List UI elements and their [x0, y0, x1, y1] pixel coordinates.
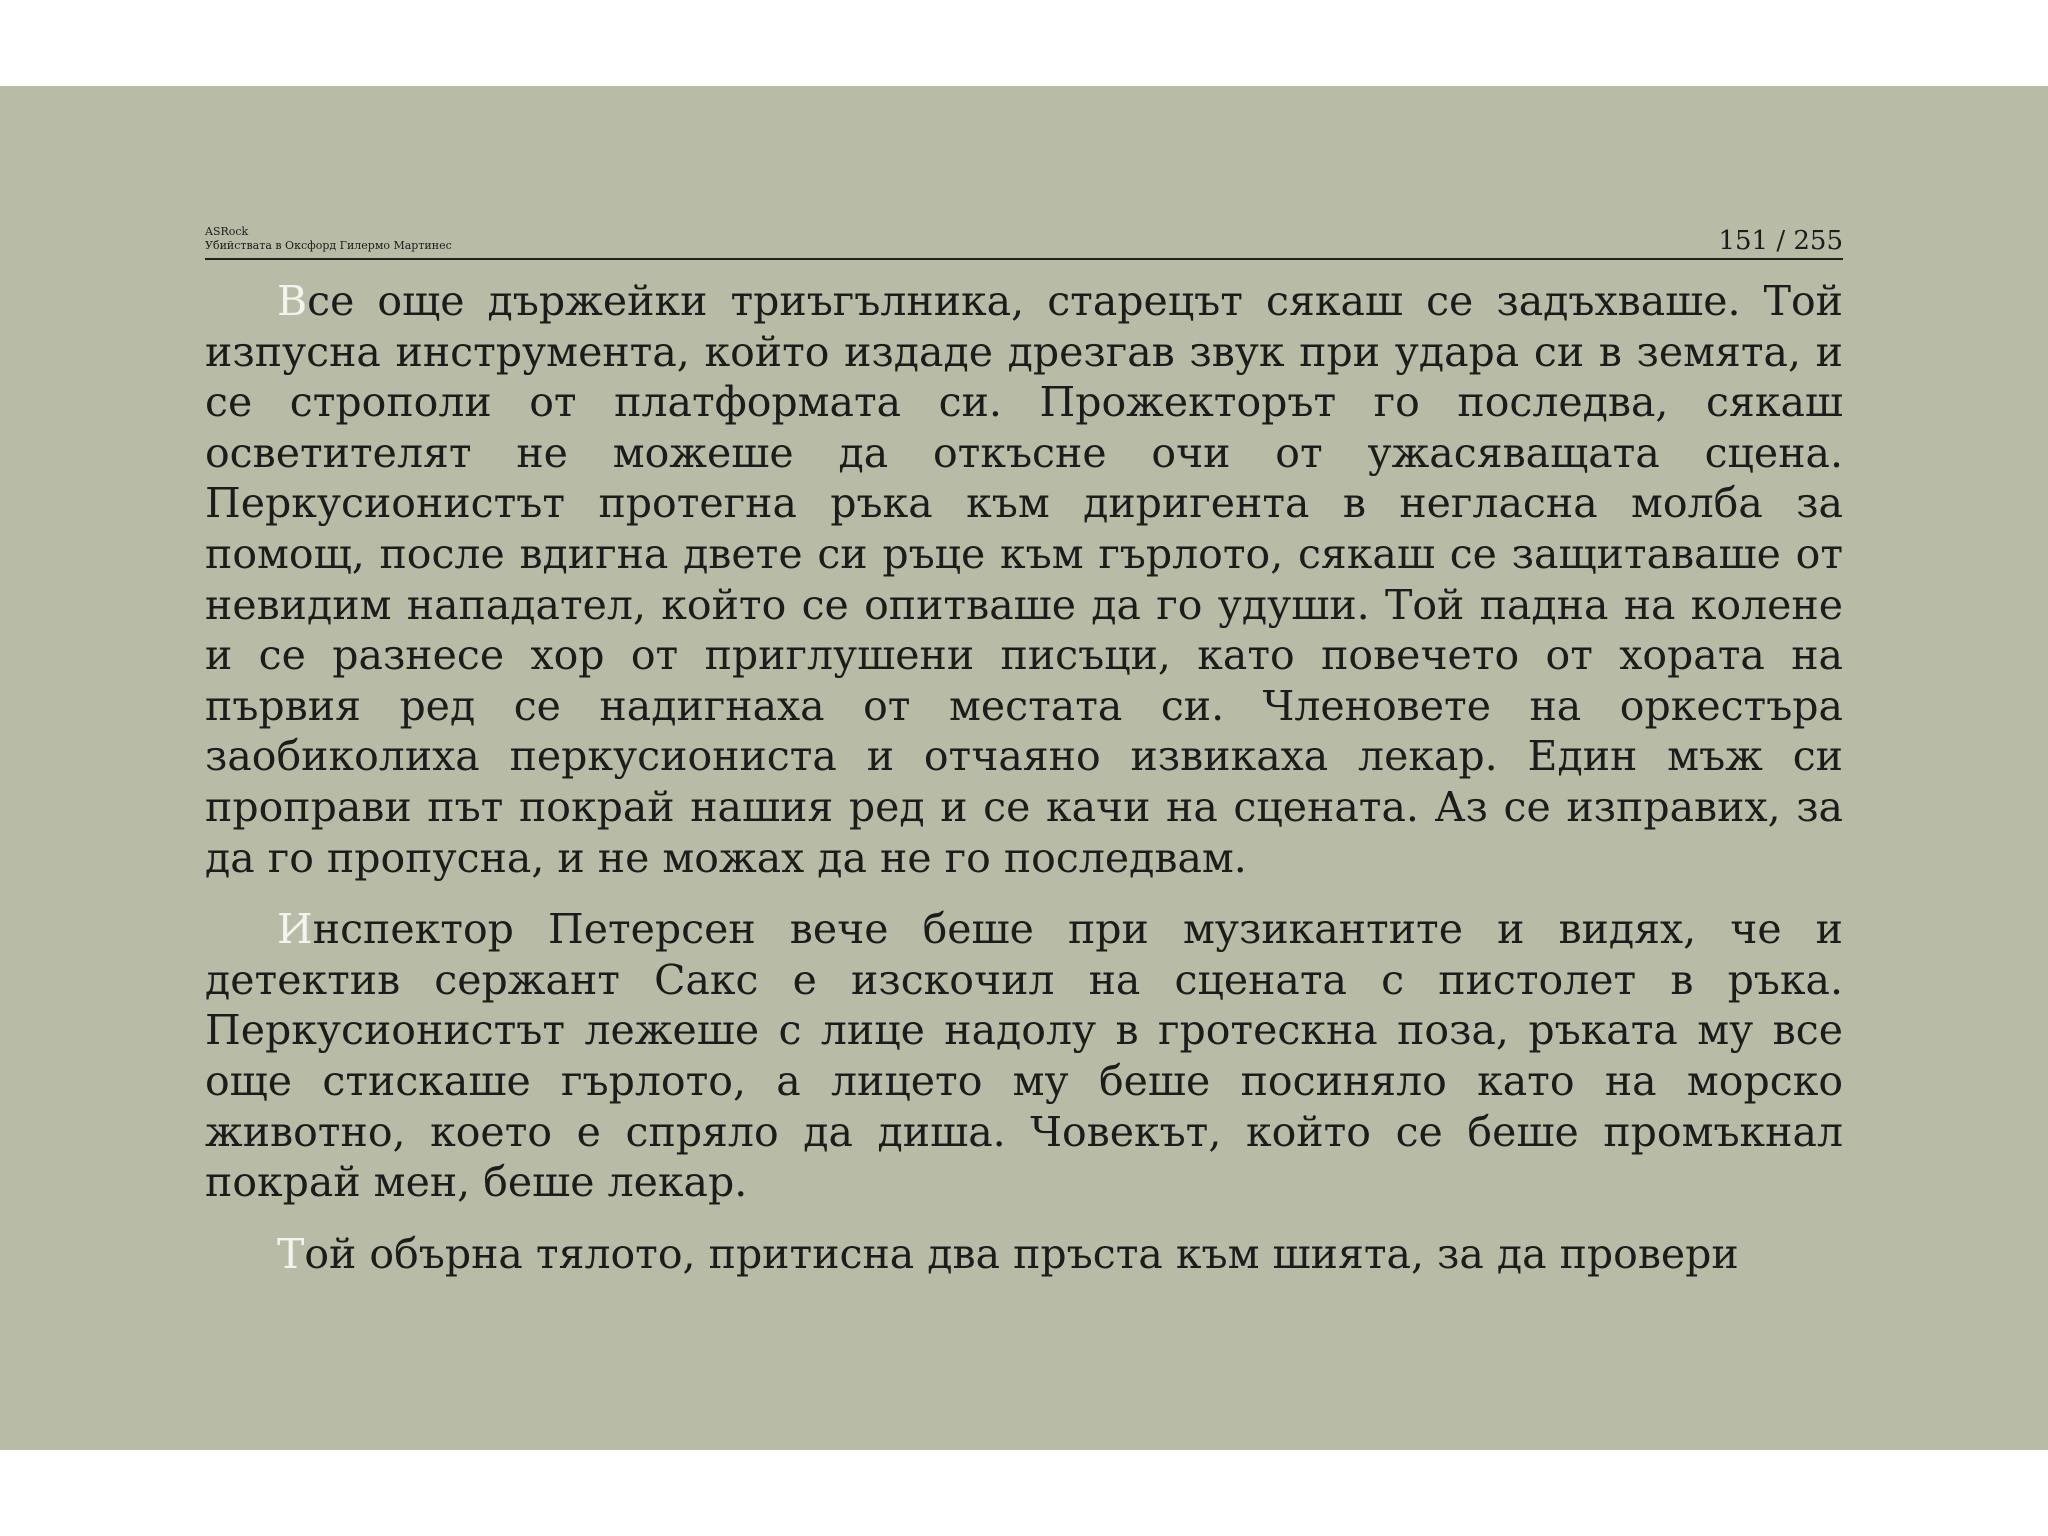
book-text	[205, 276, 1843, 1300]
paragraph-initial: Т	[277, 1229, 305, 1278]
header-book-title: Убийствата в Оксфорд Гилермо Мартинес	[205, 239, 452, 252]
paragraph-text: се още държейки триъгълника, старецът сякаш се задъхваше. Той изпусна инструмента, който издаде дрезгав звук при удара си в земята, и се строполи от платформата си. Прожекторът го последва, сякаш осветителят не можеше да откъсне очи от ужасяващата сцена. Перкусионистът протегна ръка към диригента в негласна молба за помощ, после вдигна двете си ръце към гърлото, сякаш се защитаваше от невидим нападател, който се опитваше да го удуши. Той падна на колене и се разнесе хор от приглушени писъци, като повечето от хората на първия ред се надигнаха от местата си. Членовете на оркестъра заобиколиха перкусиониста и отчаяно извикаха лекар. Един мъж си проправи път покрай нашия ред и се качи на сцената. Аз се изправих, за да го пропусна, и не можах да не го последвам.	[205, 277, 1843, 882]
paragraph	[205, 1229, 1843, 1280]
header-book-info	[205, 225, 452, 253]
paragraph-initial: И	[277, 905, 313, 954]
paragraph-initial: В	[277, 277, 308, 325]
page-header	[205, 136, 1843, 260]
paragraph	[205, 904, 1843, 1208]
header-author: ASRock	[205, 225, 249, 238]
paragraph-text: нспектор Петерсен вече беше при музикантите и видях, че и детектив сержант Сакс е изскочил на сцената с пистолет в ръка. Перкусионистът лежеше с лице надолу в гротескна поза, ръката му все още стискаше гърлото, а лицето му беше посиняло като на морско животно, което е спряло да диша. Човекът, който се беше промъкнал покрай мен, беше лекар.	[205, 905, 1843, 1207]
page-indicator: 151 / 255	[1718, 226, 1843, 256]
paragraph-text: ой обърна тялото, притисна два пръста към шията, за да провери	[304, 1229, 1739, 1278]
paragraph	[205, 276, 1843, 883]
